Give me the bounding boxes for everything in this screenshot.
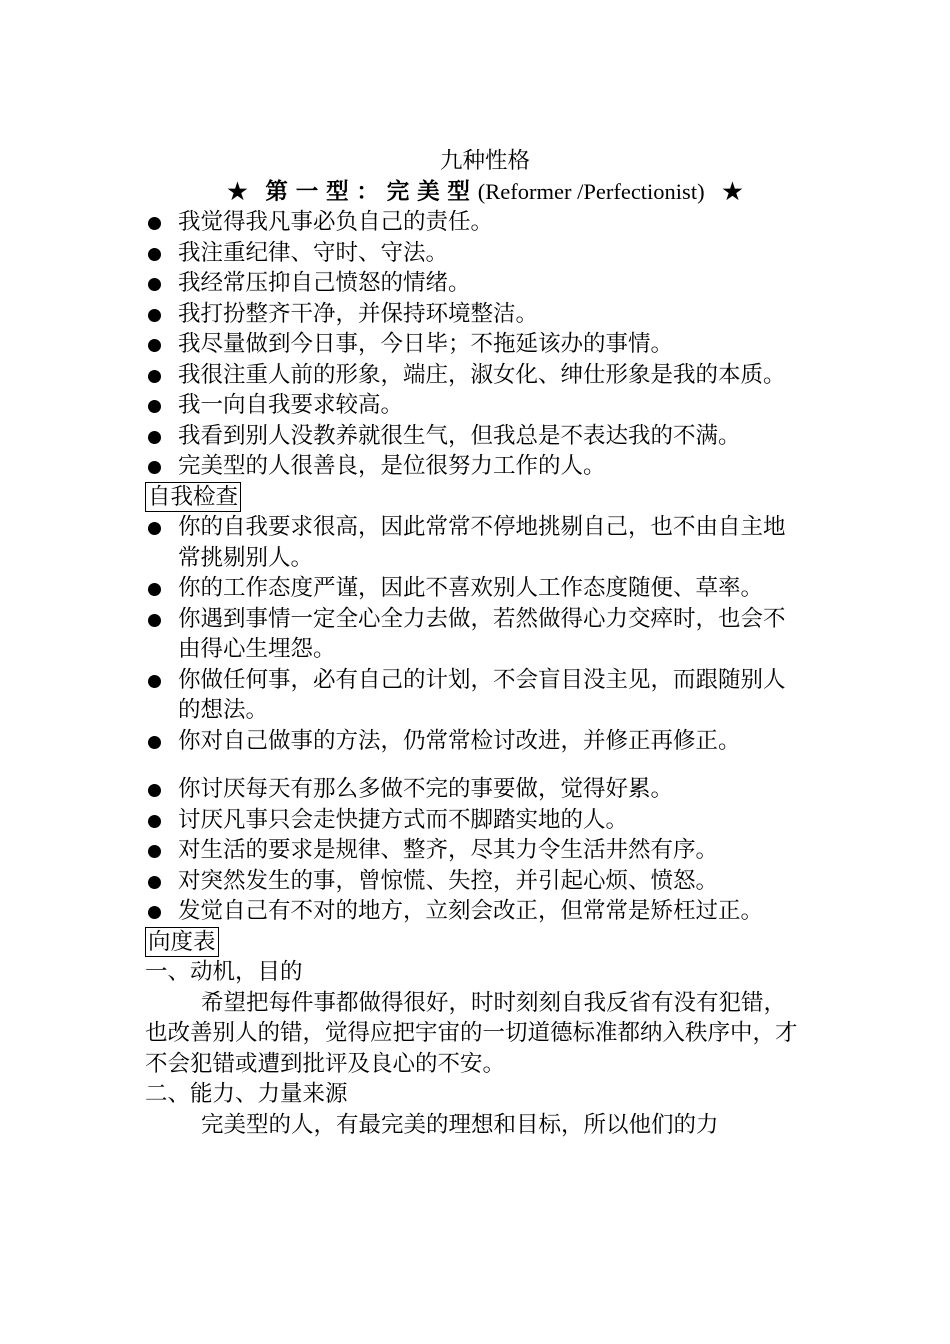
type-heading-en: (Reformer /Perfectionist) xyxy=(477,178,705,204)
dimension-label: 向度表 xyxy=(145,927,219,957)
list-item: 你的工作态度严谨，因此不喜欢别人工作态度随便、草率。 xyxy=(145,573,805,604)
list-item: 我注重纪律、守时、守法。 xyxy=(145,238,805,269)
list-item: 你的自我要求很高，因此常常不停地挑剔自己，也不由自主地常挑剔别人。 xyxy=(145,512,805,573)
section-heading-motivation: 一、动机，目的 xyxy=(145,959,303,985)
list-item: 我尽量做到今日事，今日毕；不拖延该办的事情。 xyxy=(145,329,805,360)
self-check-label: 自我检查 xyxy=(145,482,241,512)
spacer xyxy=(145,756,825,774)
list-item: 你讨厌每天有那么多做不完的事要做，觉得好累。 xyxy=(145,774,805,805)
section-heading-ability: 二、能力、力量来源 xyxy=(145,1081,348,1107)
list-item: 你对自己做事的方法，仍常常检讨改进，并修正再修正。 xyxy=(145,726,838,757)
list-item: 我打扮整齐干净，并保持环境整洁。 xyxy=(145,299,805,330)
list-item: 对突然发生的事，曾惊慌、失控，并引起心烦、愤怒。 xyxy=(145,866,805,897)
list-item: 我觉得我凡事必负自己的责任。 xyxy=(145,207,805,238)
document-title: 九种性格 xyxy=(439,148,530,174)
list-item: 我看到别人没教养就很生气，但我总是不表达我的不满。 xyxy=(145,421,805,452)
list-item: 我一向自我要求较高。 xyxy=(145,390,805,421)
list-item: 我很注重人前的形象，端庄，淑女化、绅仕形象是我的本质。 xyxy=(145,360,805,391)
section-text-ability: 完美型的人，有最完美的理想和目标，所以他们的力 xyxy=(201,1111,719,1138)
star-icon: ★ xyxy=(722,178,743,205)
list-item: 你遇到事情一定全心全力去做，若然做得心力交瘁时，也会不由得心生埋怨。 xyxy=(145,604,805,665)
list-item: 发觉自己有不对的地方，立刻会改正，但常常是矫枉过正。 xyxy=(145,896,805,927)
list-item: 完美型的人很善良，是位很努力工作的人。 xyxy=(145,451,805,482)
type-heading-zh: 第 一 型 ： 完 美 型 xyxy=(265,178,470,205)
list-item: 讨厌凡事只会走快捷方式而不脚踏实地的人。 xyxy=(145,805,805,836)
traits-list xyxy=(145,207,825,482)
list-item: 我经常压抑自己愤怒的情绪。 xyxy=(145,268,805,299)
list-item: 你做任何事，必有自己的计划，不会盲目没主见，而跟随别人的想法。 xyxy=(145,665,805,726)
section-text-motivation: 希望把每件事都做得很好，时时刻刻自我反省有没有犯错，也改善别人的错，觉得应把宇宙的一切道德标准都纳入秩序中，才不会犯错或遭到批评及良心的不安。 xyxy=(145,989,798,1077)
star-icon: ★ xyxy=(227,178,248,205)
list-item: 对生活的要求是规律、整齐，尽其力令生活井然有序。 xyxy=(145,835,805,866)
type-heading xyxy=(145,177,825,208)
document-content xyxy=(145,146,825,1140)
self-check-list-a xyxy=(145,512,825,756)
self-check-list-b xyxy=(145,774,825,927)
